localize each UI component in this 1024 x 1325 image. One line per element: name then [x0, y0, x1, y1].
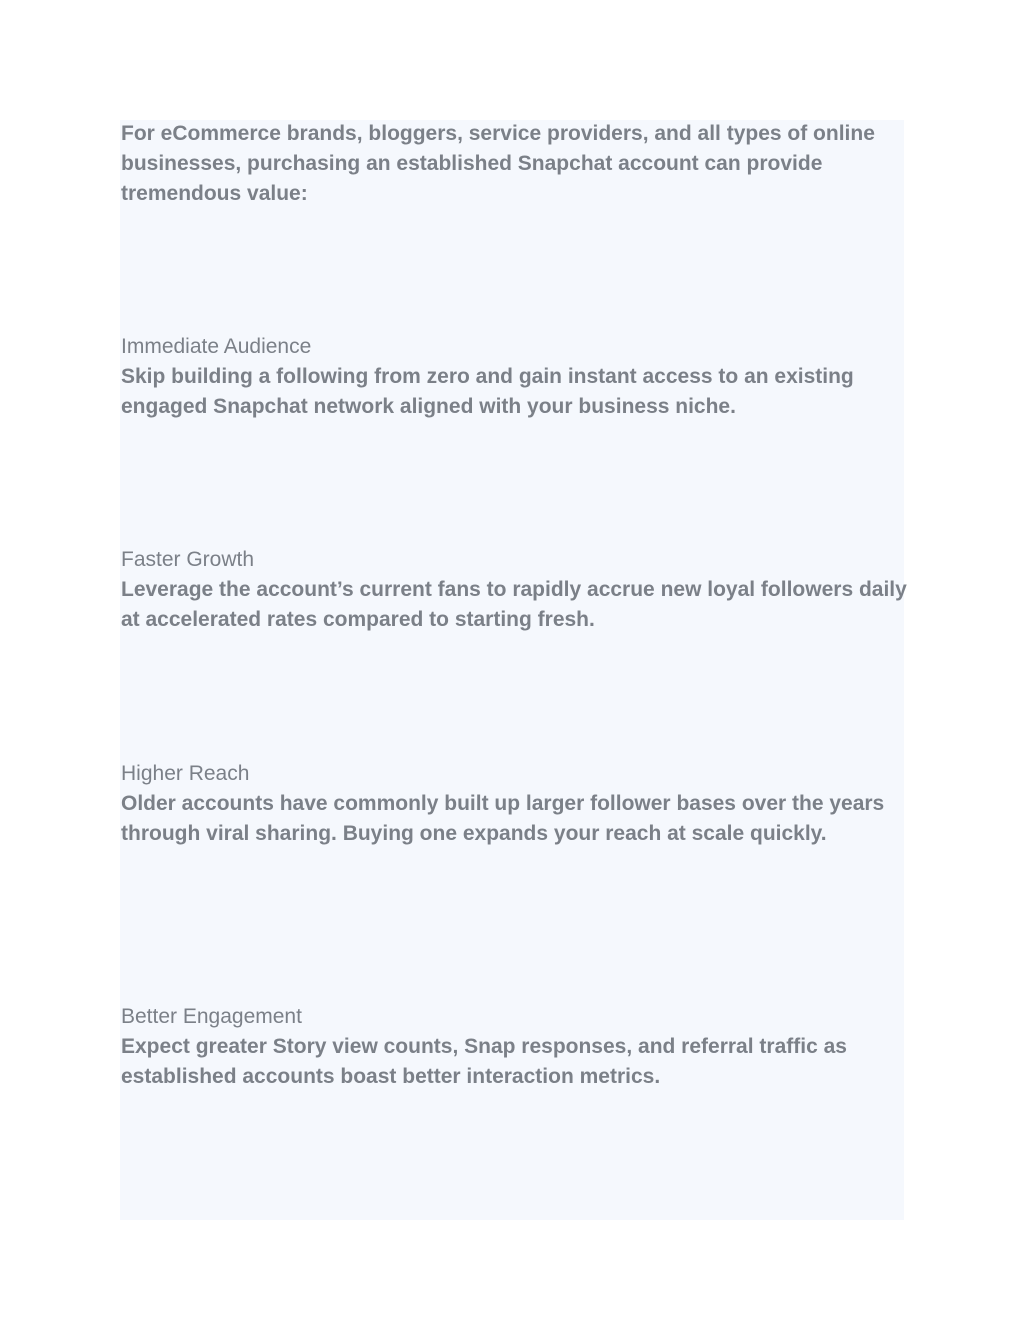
section-immediate-audience: [121, 332, 911, 422]
section-body: Skip building a following from zero and gain instant access to an existing engaged Snapchat network aligned with your business niche.: [121, 365, 854, 418]
section-higher-reach: [121, 759, 911, 849]
section-heading: Immediate Audience: [121, 335, 312, 358]
section-heading: Better Engagement: [121, 1005, 302, 1028]
section-heading: Higher Reach: [121, 762, 250, 785]
section-body: Older accounts have commonly built up larger follower bases over the years through viral sharing. Buying one expands your reach at scale quickly.: [121, 792, 885, 845]
section-body: Expect greater Story view counts, Snap responses, and referral traffic as established accounts boast better interaction metrics.: [121, 1035, 847, 1088]
section-heading: Faster Growth: [121, 548, 255, 571]
section-faster-growth: [121, 545, 911, 635]
intro-paragraph: For eCommerce brands, bloggers, service providers, and all types of online businesses, purchasing an established Snapchat account can provide tremendous value:: [121, 122, 875, 205]
section-better-engagement: [121, 1002, 911, 1092]
section-body: Leverage the account’s current fans to rapidly accrue new loyal followers daily at accelerated rates compared to starting fresh.: [121, 578, 907, 631]
